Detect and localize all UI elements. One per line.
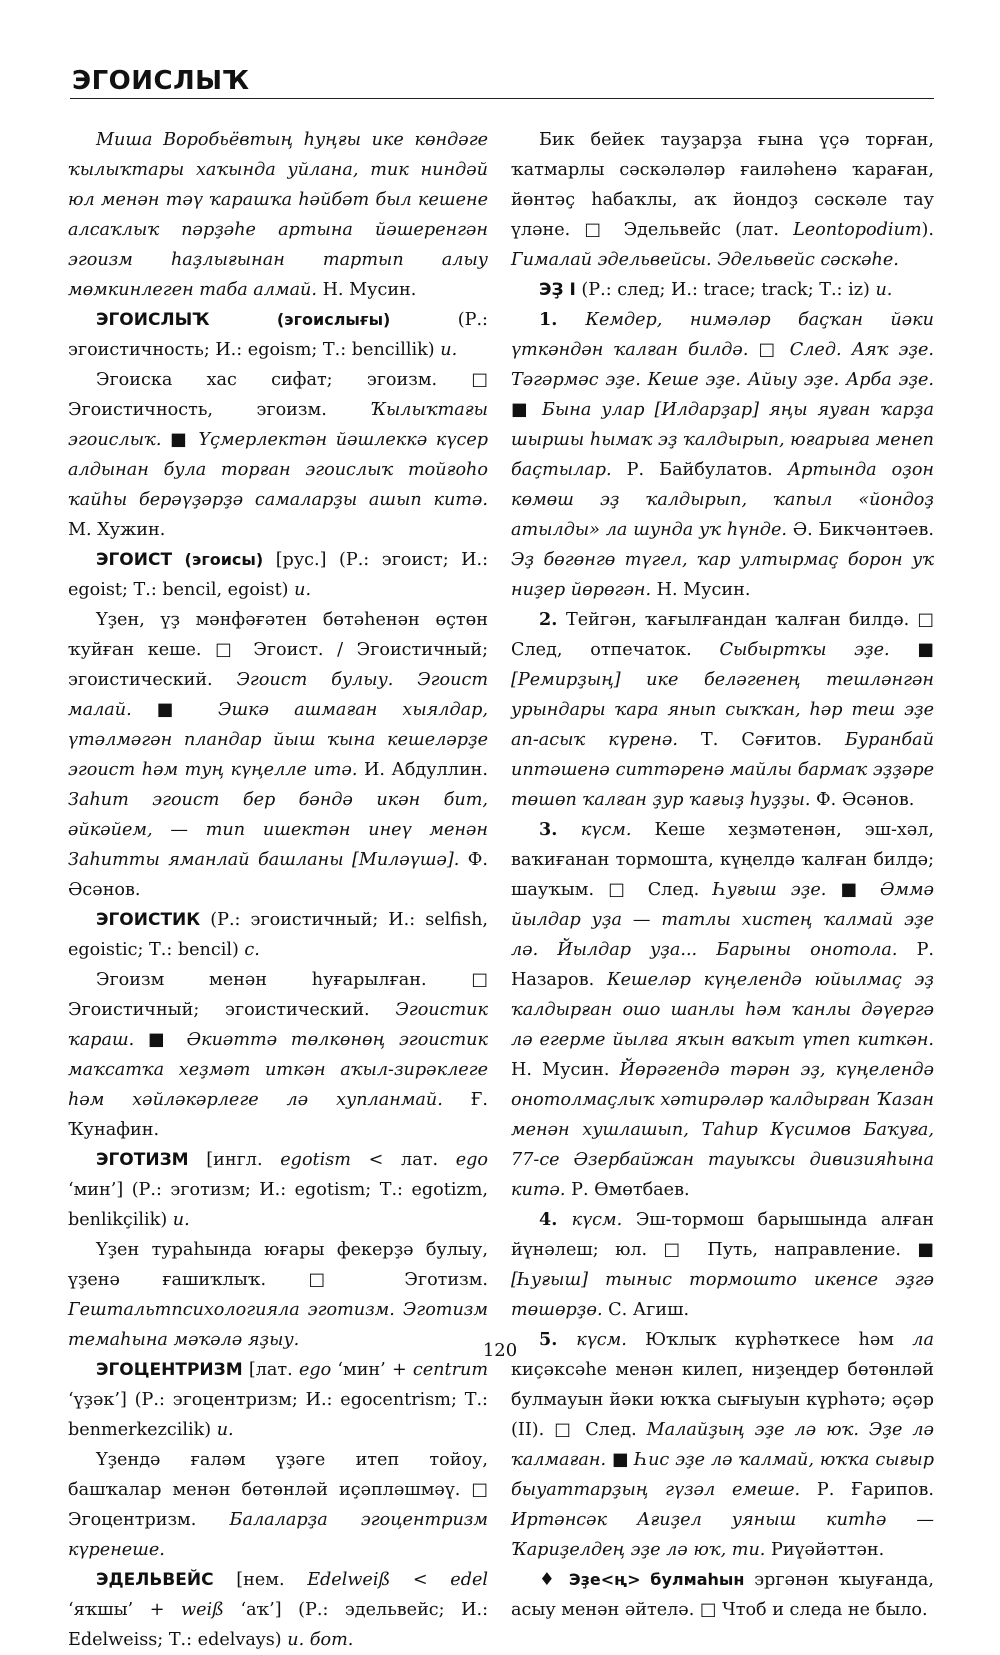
right-column xyxy=(511,125,934,1625)
page-number: 120 xyxy=(482,1340,518,1361)
diamond-icon: ♦ xyxy=(539,1570,569,1590)
example-paragraph: Миша Воробьёвтың һуңғы ике көндәге ҡылыҡтары хаҡында уйлана, тик ниндәй юл менән тәү ҡарашҡа һәйбәт был кешене алсаҡлыҡ пәрҙәһе артына йәшеренгән эгоизм һаҙлығынан тартып алыу мөмкинлеген таба алмай. Н. Мусин. xyxy=(68,130,488,300)
sense-5: 5. күсм. Юҡлыҡ күрһәткесе һәм ла киҫәксәһе менән килеп, ниҙеңдер бөтөнләй булмауын йәки юҡҡа сығыуын күрһәтә; әҫәр (II). □ След. Малайҙың эҙе лә юҡ. Эҙе лә ҡалмаған. ■ Һис эҙе лә ҡалмай, юҡҡа сығыр быуаттарҙың гүзәл емеше. Р. Ғарипов. Иртәнсәк Ағиҙел уяныш китһә — Ҡариҙелдең эҙе лә юҡ, ти. Риүәйәттән. xyxy=(511,1329,934,1560)
headword: ЭДЕЛЬВЕЙС xyxy=(96,1570,214,1590)
sense-2: 2. Тейгән, ҡағылғандан ҡалған билдә. □ След, отпечаток. Сыбыртҡы эҙе. ■ [Ремирҙың] ике беләгенең тешләнгән урындары ҡара янып сыҡҡан, һәр теш эҙе ап-асыҡ күренә. Т. Сәғитов. Буранбай иптәшенә ситтәренә майлы бармаҡ эҙҙәре төшөп ҡалған ҙур ҡағыҙ һуҙҙы. Ф. Әсәнов. xyxy=(511,609,935,810)
phrase-entry: ♦ Эҙе<ң> булмаһын эргәнән ҡыуғанда, асыу менән әйтелә. □ Чтоб и следа не было. xyxy=(511,1570,934,1620)
headword: ЭГОИСТИК xyxy=(96,910,201,930)
entry-egoist: ЭГОИСТ (эгоисы) [рус.] (Р.: эгоист; И.: egoist; Т.: bencil, egoist) и. xyxy=(68,550,488,600)
sense-4: 4. күсм. Эш-тормош барышында алған йүнәлеш; юл. □ Путь, направление. ■ [Һуғыш] тыныс тормошто икенсе эҙгә төшөрҙө. С. Агиш. xyxy=(511,1209,935,1320)
headword: ЭҘ I xyxy=(539,280,576,300)
definition: Үҙен, үҙ мәнфәғәтен бөтәһенән өҫтөн ҡуйған кеше. □ Эгоист. / Эгоистичный; эгоистический. Эгоист булыу. Эгоист малай. ■ Эшкә ашмаған хыялдар, үтәлмәгән пландар йыш ҡына кешеләрҙе эгоист һәм туң күңелле итә. И. Абдуллин. Заһит эгоист бер бәндә икән бит, әйкәйем, — тип ишектән инеү менән Заһитты яманлай башланы [Миләүшә]. Ф. Әсәнов. xyxy=(68,610,489,900)
sense-1: 1. Кемдер, нимәләр баҫҡан йәки үткәндән ҡалған билдә. □ След. Аяҡ эҙе. Тәгәрмәс эҙе. Кеше эҙе. Айыу эҙе. Арба эҙе. ■ Бына улар [Илдарҙар] яңы яуған ҡарҙа шыршы һымаҡ эҙ ҡалдырып, юғарыға менеп баҫтылар. Р. Байбулатов. Артында оҙон көмөш эҙ ҡалдырып, ҡапыл «йондоҙ атылды» ла шунда уҡ һүнде. Ә. Бикчәнтәев. Эҙ бөгөнгө түгел, ҡар ултырмаҫ борон уҡ ниҙер йөрөгән. Н. Мусин. xyxy=(511,309,935,600)
headword: ЭГОТИЗМ xyxy=(96,1150,189,1170)
headword: ЭГОИСЛЫҠ xyxy=(96,310,210,330)
header-rule xyxy=(70,98,934,99)
headword: ЭГОЦЕНТРИЗМ xyxy=(96,1360,243,1380)
definition: Эгоиска хас сифат; эгоизм. □ Эгоистичность, эгоизм. Ҡылыҡтағы эгоислыҡ. ■ Үҫмерлектән йәшлеккә күсер алдынан була торған эгоислыҡ тойғоһо ҡайһы берәүҙәрҙә самаларҙы ашып китә. М. Хужин. xyxy=(68,370,488,540)
entry-edelweis: ЭДЕЛЬВЕЙС [нем. Edelweiß < edel ‘яҡшы’ + weiß ‘аҡ’] (Р.: эдельвейс; И.: Edelweiss; Т.: edelvays) и. бот. xyxy=(68,1570,488,1650)
definition: Үҙен тураһында юғары фекерҙә булыу, үҙенә ғашиҡлыҡ. □ Эготизм. Гештальтпсихологияла эготизм. Эготизм темаһына мәҡәлә яҙыу. xyxy=(68,1240,488,1350)
entry-egotizm: ЭГОТИЗМ [ингл. egotism < лат. ego ‘мин’] (Р.: эготизм; И.: egotism; Т.: egotizm, benlikçilik) и. xyxy=(68,1150,488,1230)
entry-egoislyk: ЭГОИСЛЫҠ (эгоислығы) (Р.: эгоистичность; И.: egoism; Т.: bencillik) и. xyxy=(68,310,488,360)
definition: Үҙендә ғаләм үҙәге итеп тойоу, башҡалар менән бөтөнләй иҫәпләшмәү. □ Эгоцентризм. Балаларҙа эгоцентризм күренеше. xyxy=(68,1450,488,1560)
entry-ez: ЭҘ I (Р.: след; И.: trace; track; Т.: iz) и. xyxy=(539,280,893,300)
definition: Бик бейек тауҙарҙа ғына үҫә торған, ҡатмарлы сәскәләләр ғаиләһенә ҡараған, йөнтәҫ һабаҡлы, аҡ йондоҙ сәскәле тау үләне. □ Эдельвейс (лат. Leontopodium). Гималай эдельвейсы. Эдельвейс сәскәһе. xyxy=(511,130,934,270)
left-column xyxy=(68,125,488,1655)
entry-egoistik: ЭГОИСТИК (Р.: эгоистичный; И.: selfish, egoistic; Т.: bencil) с. xyxy=(68,910,488,960)
definition: Эгоизм менән һуғарылған. □ Эгоистичный; эгоистический. Эгоистик ҡараш. ■ Әкиәттә төлкөнөң эгоистик маҡсатҡа хеҙмәт иткән аҡыл-зирәклеге һәм хәйләкәрлеге лә хупланмай. Ғ. Ҡунафин. xyxy=(68,970,488,1140)
sense-3: 3. күсм. Кеше хеҙмәтенән, эш-хәл, ваҡиғанан тормошта, күңелдә ҡалған билдә; шауҡым. □ След. Һуғыш эҙе. ■ Әммә йылдар уҙа — татлы хистең ҡалмай эҙе лә. Йылдар уҙа... Барыны онотола. Р. Назаров. Кешеләр күңелендә юйылмаҫ эҙ ҡалдырған ошо шанлы һәм ҡанлы дәүергә лә егерме йылға яҡын ваҡыт үтеп киткән. Н. Мусин. Йөрәгендә тәрән эҙ, күңелендә онотолмаҫлыҡ хәтирәләр ҡалдырған Ҡазан менән хушлашып, Таһир Күсимов Баҡуға, 77-се Әзербайжан тауыҡсы дивизияһына китә. Р. Өмөтбаев. xyxy=(511,819,934,1200)
headword: ЭГОИСТ xyxy=(96,550,173,570)
entry-egocentrizm: ЭГОЦЕНТРИЗМ [лат. ego ‘мин’ + centrum ‘үҙәк’] (Р.: эгоцентризм; И.: egocentrism; Т.: benmerkezcilik) и. xyxy=(68,1360,489,1440)
running-head: ЭГОИСЛЫҠ xyxy=(72,66,250,96)
